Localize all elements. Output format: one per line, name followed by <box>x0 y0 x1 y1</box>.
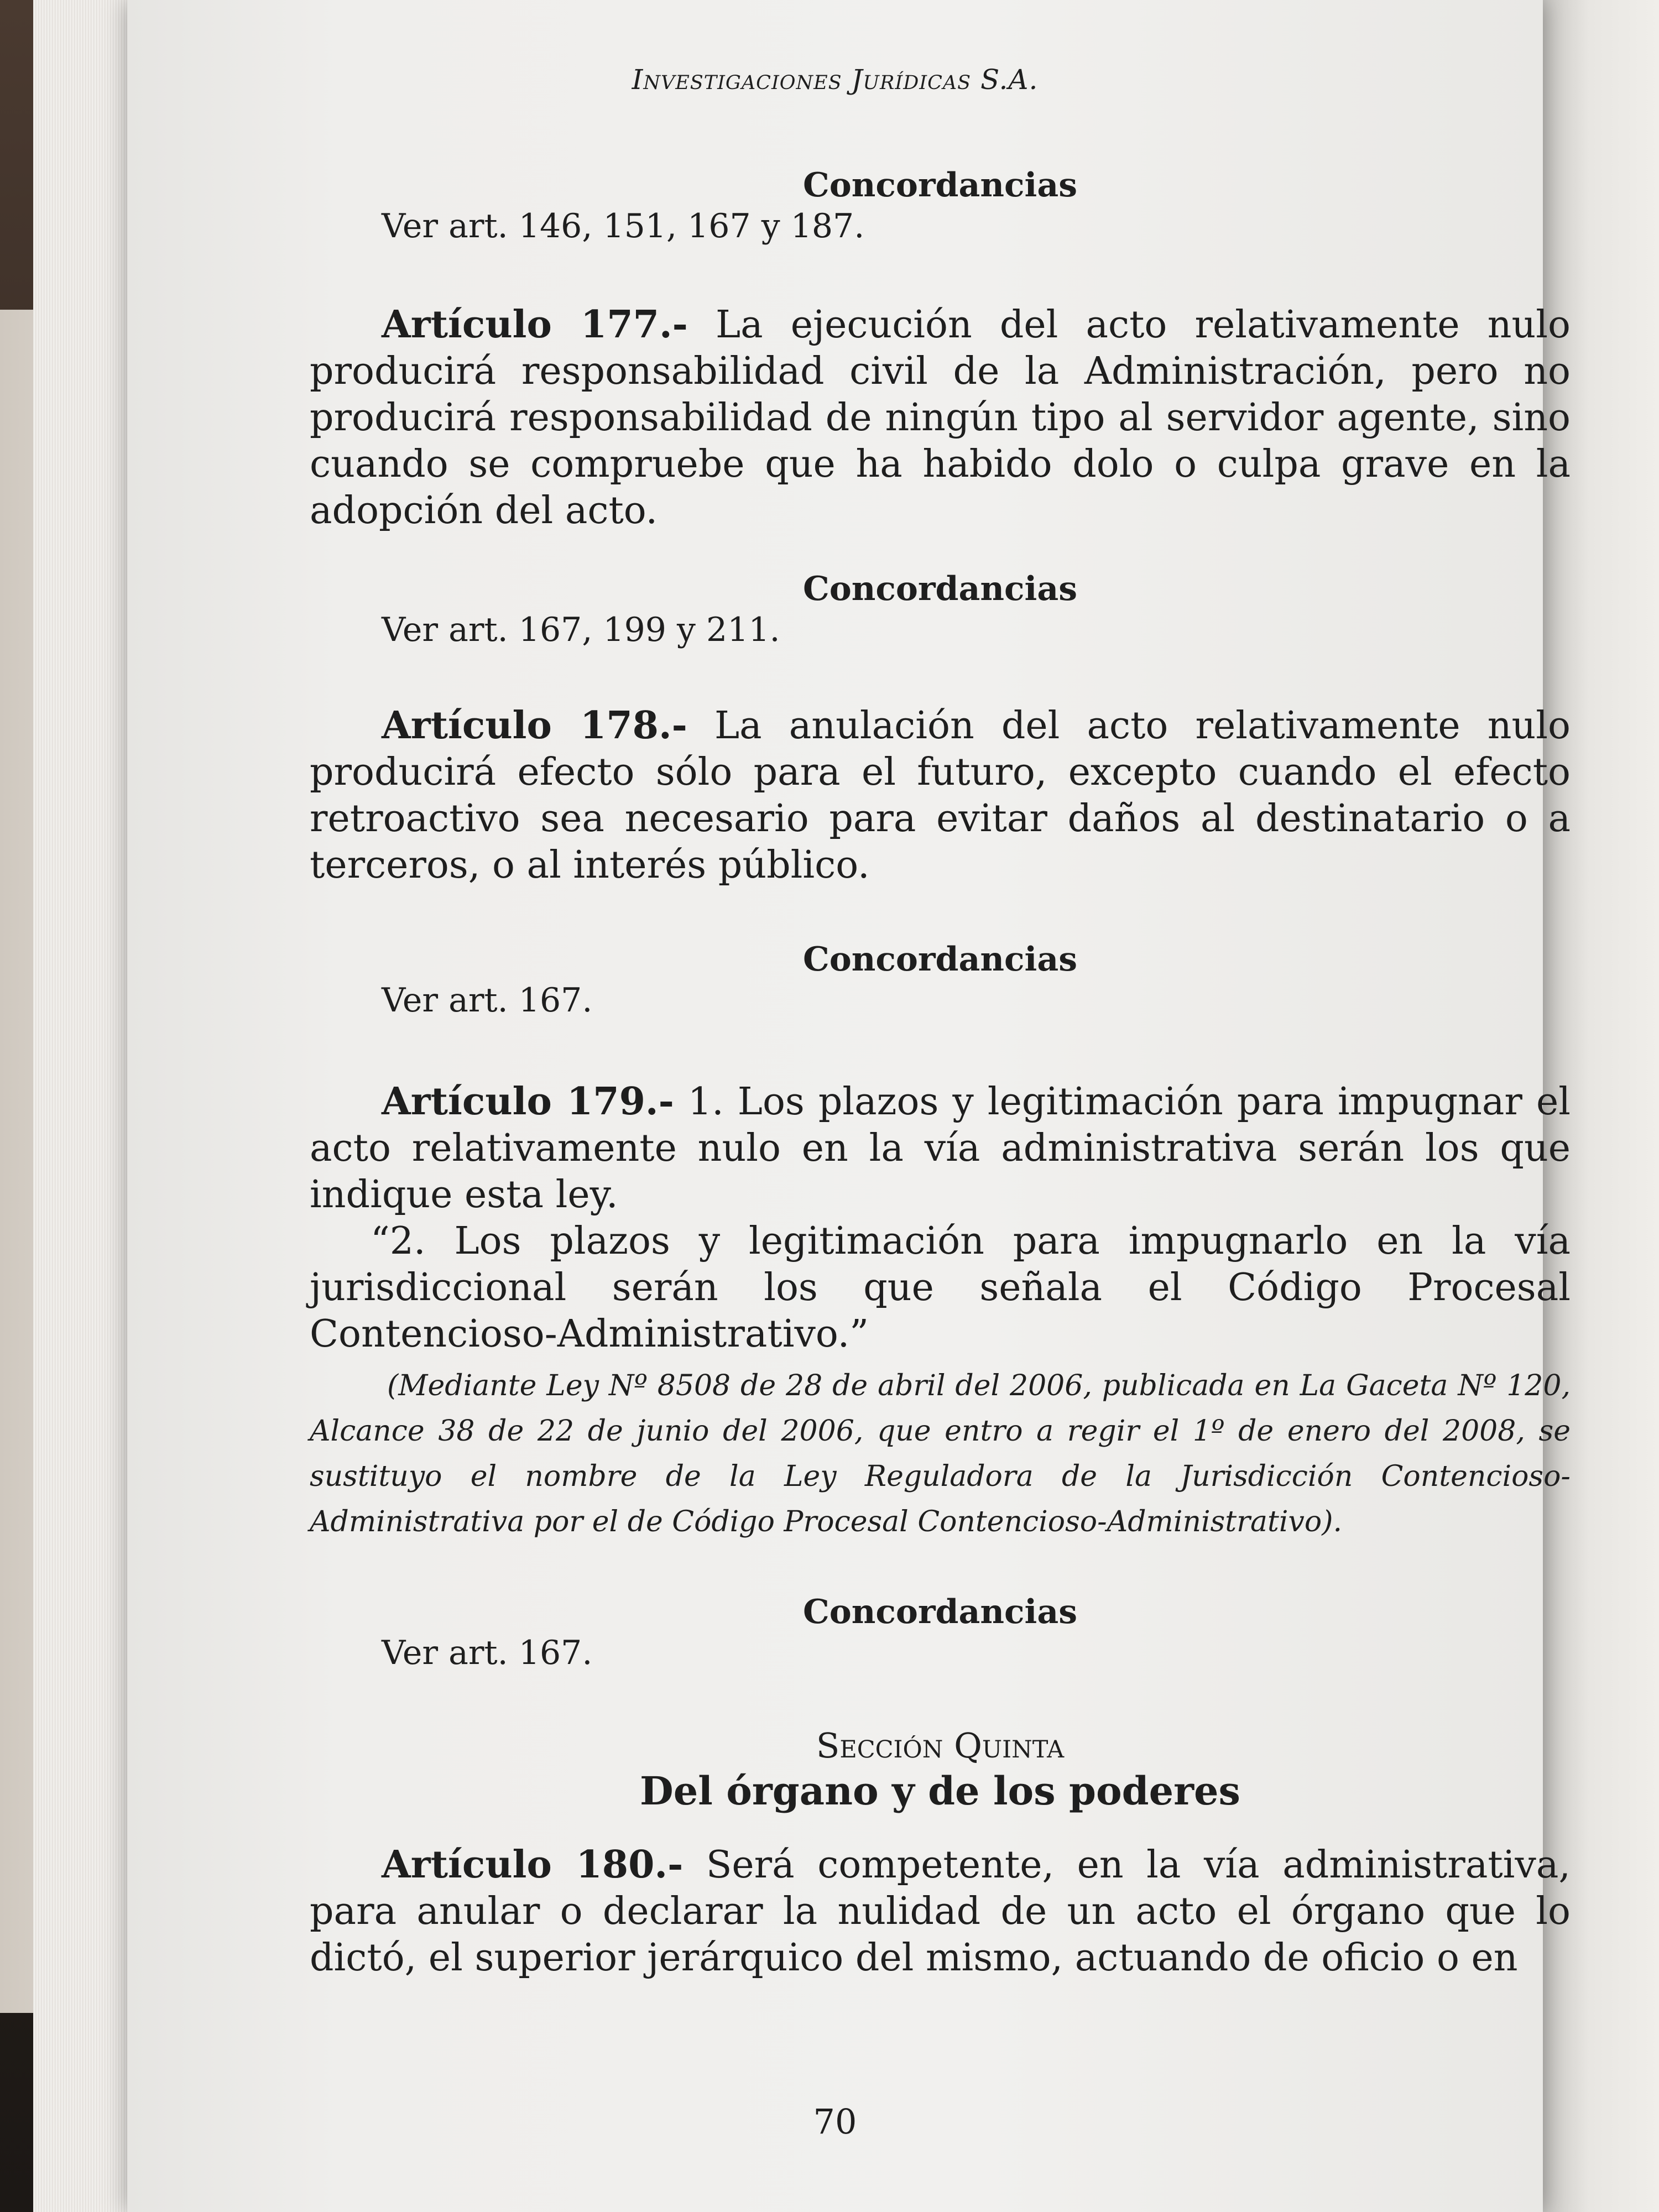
article-179 <box>310 1078 1571 1545</box>
page-edges <box>33 0 127 2212</box>
article-180 <box>310 1841 1571 1981</box>
concordancias-block-2 <box>310 570 1571 649</box>
article-180-text <box>310 1841 1571 1981</box>
concordancias-refs: Ver art. 146, 151, 167 y 187. <box>382 207 865 246</box>
article-177 <box>310 301 1571 534</box>
concordancias-block-3 <box>310 940 1571 1020</box>
article-body: 1. Los plazos y legitimación para impugnar el acto relativamente nulo en la vía administrativa serán los que indique esta ley. <box>310 1080 1571 1217</box>
article-body: Será competente, en la vía administrativa, para anular o declarar la nulidad de un acto el órgano que lo dictó, el superior jerárquico del mismo, actuando de oficio o en <box>310 1843 1571 1980</box>
article-label: Artículo 179.- <box>382 1079 674 1124</box>
section-header <box>310 1725 1571 1814</box>
concordancias-refs: Ver art. 167. <box>382 1634 593 1672</box>
article-body: La ejecución del acto relativamente nulo producirá responsabilidad civil de la Administración, pero no producirá responsabilidad de ningún tipo al servidor agente, sino cuando se compruebe que ha habido dolo o culpa grave en la adopción del acto. <box>310 303 1571 533</box>
article-label: Artículo 180.- <box>382 1843 684 1887</box>
article-179-p1 <box>310 1078 1571 1218</box>
concordancias-refs: Ver art. 167, 199 y 211. <box>382 611 780 649</box>
concordancias-heading: Concordancias <box>803 940 1077 979</box>
section-label: Sección Quinta <box>816 1725 1065 1766</box>
article-178-text <box>310 702 1571 889</box>
article-178 <box>310 702 1571 889</box>
article-body: La anulación del acto relativamente nulo producirá efecto sólo para el futuro, excepto cuando el efecto retroactivo sea necesario para evitar daños al destinatario o a terceros, o al interés público. <box>310 704 1571 887</box>
concordancias-block-1 <box>310 166 1571 246</box>
running-head: Investigaciones Jurídicas S.A. <box>632 64 1039 96</box>
article-179-p2: “2. Los plazos y legitimación para impugnarlo en la vía jurisdiccional serán los que señala el Código Procesal Contencioso-Administrativo.” <box>310 1219 1571 1356</box>
concordancias-heading: Concordancias <box>803 570 1077 608</box>
article-label: Artículo 177.- <box>382 302 688 347</box>
article-177-text <box>310 301 1571 534</box>
concordancias-heading: Concordancias <box>803 1593 1077 1631</box>
book-page <box>127 0 1571 2212</box>
section-title: Del órgano y de los poderes <box>640 1768 1240 1814</box>
concordancias-block-4 <box>310 1593 1571 1672</box>
concordancias-refs: Ver art. 167. <box>382 981 593 1020</box>
concordancias-heading: Concordancias <box>803 166 1077 205</box>
page-number: 70 <box>813 2101 857 2142</box>
article-179-note: (Mediante Ley Nº 8508 de 28 de abril del 2006, publicada en La Gaceta Nº 120, Alcance 38 de 22 de junio del 2006, que entro a regir el 1º de enero del 2008, se sustituyo el nombre de la Ley Reguladora de la Jurisdicción Contencioso-Administrativa por el de Código Procesal Contencioso-Administrativo). <box>310 1369 1571 1538</box>
article-label: Artículo 178.- <box>382 703 687 748</box>
